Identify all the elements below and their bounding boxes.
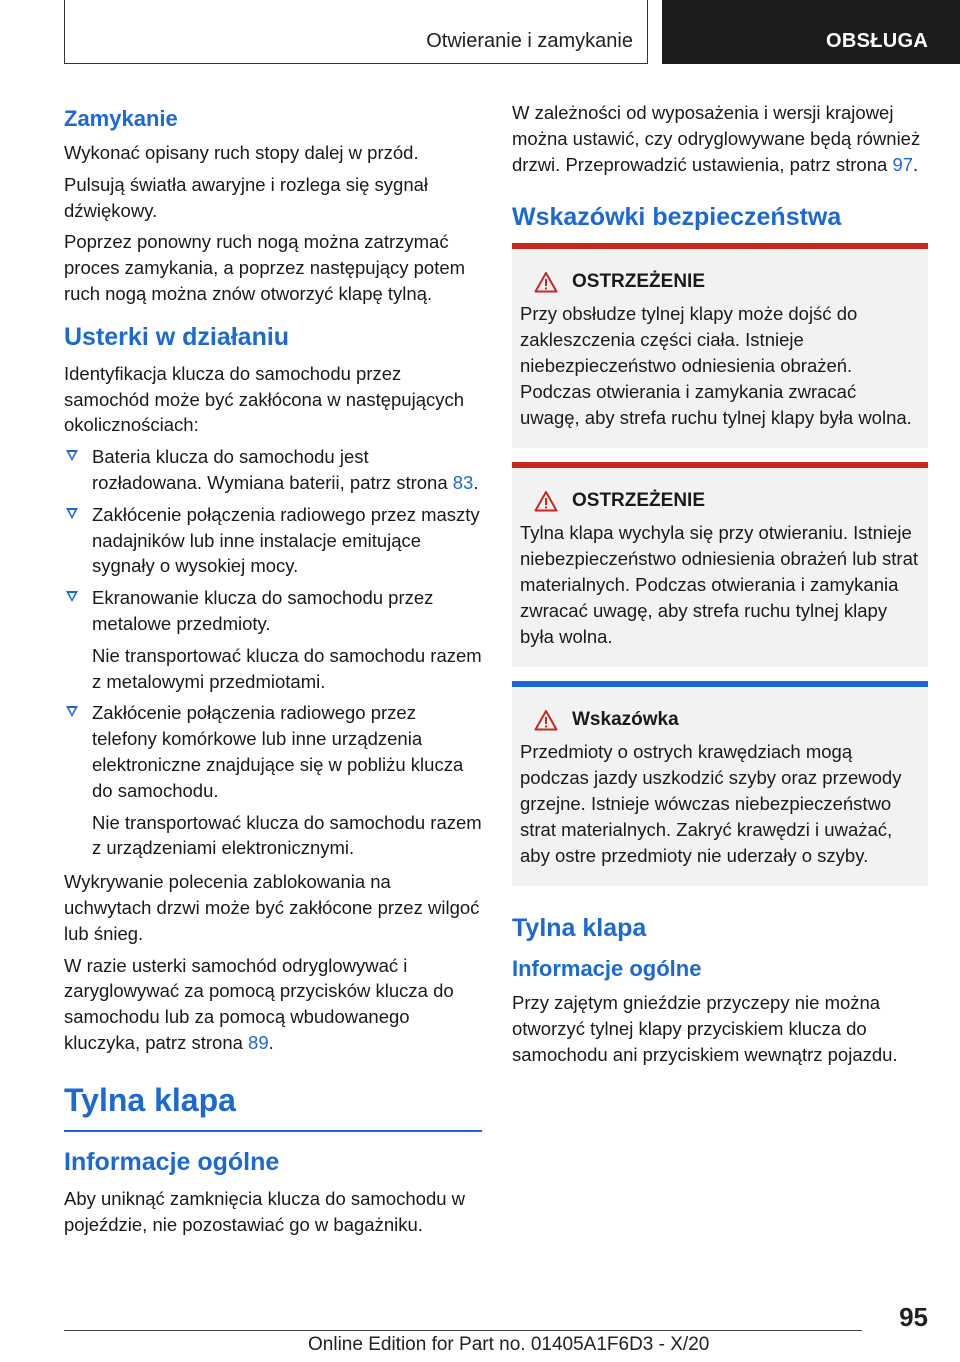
- faults-intro: Identyfikacja klucza do samochodu przez samochód może być zakłócona w następujących okolicznościach:: [64, 362, 465, 436]
- list-item-subtext: Nie transportować klucza do samochodu razem z metalowymi przedmiotami.: [92, 644, 482, 692]
- faults-paragraph-2: Wykrywanie polecenia zablokowania na uchwytach drzwi może być zakłócone przez wilgoć lub śnieg.: [64, 871, 480, 944]
- faults-heading: Usterki w działaniu: [64, 322, 290, 351]
- header-breadcrumb-box: [64, 0, 648, 64]
- general-info-heading: Informacje ogólne: [512, 956, 702, 982]
- warning-text: Przy obsłudze tylnej klapy może dojść do zakleszczenia części ciała. Istnieje niebezpieczeństwo odniesienia obrażeń. Podczas otwierania i zamykania zwracać uwagę, aby strefa ruchu tylnej klapy była wolna.: [520, 303, 912, 428]
- safety-heading: Wskazówki bezpieczeństwa: [512, 203, 842, 232]
- triangle-bullet-icon: [66, 591, 78, 602]
- note-title: Wskazówka: [572, 709, 679, 731]
- list-item-text: Zakłócenie połączenia radiowego przez maszty nadajników lub inne instalacje emitujące sygnały o wysokiej mocy.: [92, 503, 480, 577]
- section-title: OBSŁUGA: [826, 30, 929, 52]
- intro-paragraph: W zależności od wyposażenia i wersji krajowej można ustawić, czy odryglowywane będą również drzwi. Przeprowadzić ustawienia, patrz strona 97.: [512, 102, 921, 175]
- faults-paragraph-3: W razie usterki samochód odryglowywać i zaryglowywać za pomocą przycisków klucza do samochodu lub za pomocą wbudowanego kluczyka, patrz strona 89.: [64, 954, 454, 1053]
- closing-heading: Zamykanie: [64, 106, 178, 131]
- list-item-text: Ekranowanie klucza do samochodu przez metalowe przedmioty.: [92, 587, 434, 634]
- closing-paragraph-1: Wykonać opisany ruch stopy dalej w przód.: [64, 142, 419, 163]
- page-link-83[interactable]: 83: [452, 471, 474, 493]
- note-box: [512, 681, 928, 886]
- warning-triangle-icon: [534, 709, 558, 731]
- footer-divider: [64, 1330, 862, 1331]
- note-text: Przedmioty o ostrych krawędziach mogą podczas jazdy uszkodzić szyby oraz przewody grzejne. Istnieje wówczas niebezpieczeństwo strat materialnych. Zakryć krawędzi i uważać, aby ostre przedmioty nie uderzały o szyby.: [520, 741, 902, 866]
- closing-paragraph-3: Poprzez ponowny ruch nogą można zatrzymać proces zamykania, a poprzez następujący potem ruch nogą można znów otworzyć klapę tylną.: [64, 231, 466, 304]
- breadcrumb: Otwieranie i zamykanie: [426, 30, 633, 52]
- footer-edition: Online Edition for Part no. 01405A1F6D3 - X/20: [308, 1334, 710, 1355]
- triangle-bullet-icon: [66, 706, 78, 717]
- list-item: [64, 585, 482, 694]
- tailgate-heading: Tylna klapa: [512, 914, 647, 943]
- list-item: [64, 700, 482, 861]
- page-link-97[interactable]: 97: [892, 153, 914, 175]
- general-info-paragraph: Aby uniknąć zamknięcia klucza do samochodu w pojeździe, nie pozostawiać go w bagażniku.: [64, 1187, 466, 1235]
- general-info-heading: Informacje ogólne: [64, 1147, 280, 1176]
- list-item-text: Bateria klucza do samochodu jest rozładowana. Wymiana baterii, patrz strona 83.: [92, 446, 479, 493]
- page-header: [64, 0, 960, 64]
- triangle-bullet-icon: [66, 450, 78, 461]
- warning-triangle-icon: [534, 490, 558, 512]
- triangle-bullet-icon: [66, 508, 78, 519]
- list-item: [64, 444, 482, 496]
- page-link-89[interactable]: 89: [248, 1031, 269, 1053]
- list-item: [64, 502, 482, 579]
- warning-box-2: [512, 462, 928, 667]
- faults-list: [64, 444, 482, 861]
- warning-triangle-icon: [534, 271, 558, 293]
- header-section-box: [662, 0, 960, 64]
- right-column: [512, 100, 928, 1074]
- list-item-subtext: Nie transportować klucza do samochodu razem z urządzeniami elektronicznymi.: [92, 811, 482, 859]
- warning-title: OSTRZEŻENIE: [572, 490, 706, 512]
- warning-text: Tylna klapa wychyla się przy otwieraniu. Istnieje niebezpieczeństwo odniesienia obrażeń lub strat materialnych. Podczas otwierania i zamykania zwracać uwagę, aby strefa ruchu tylnej klapy była wolna.: [520, 522, 919, 647]
- page-number: 95: [899, 1302, 928, 1332]
- tailgate-chapter-heading: Tylna klapa: [64, 1080, 482, 1132]
- general-info-paragraph: Przy zajętym gnieździe przyczepy nie można otworzyć tylnej klapy przyciskiem klucza do samochodu ani przyciskiem wewnątrz pojazdu.: [512, 992, 898, 1065]
- warning-title: OSTRZEŻENIE: [572, 271, 706, 293]
- list-item-text: Zakłócenie połączenia radiowego przez telefony komórkowe lub inne urządzenia elektroniczne znajdujące się w pobliżu klucza do samochodu.: [92, 702, 464, 801]
- left-column: [64, 100, 482, 1243]
- closing-paragraph-2: Pulsują światła awaryjne i rozlega się sygnał dźwiękowy.: [64, 173, 429, 221]
- warning-box-1: [512, 243, 928, 448]
